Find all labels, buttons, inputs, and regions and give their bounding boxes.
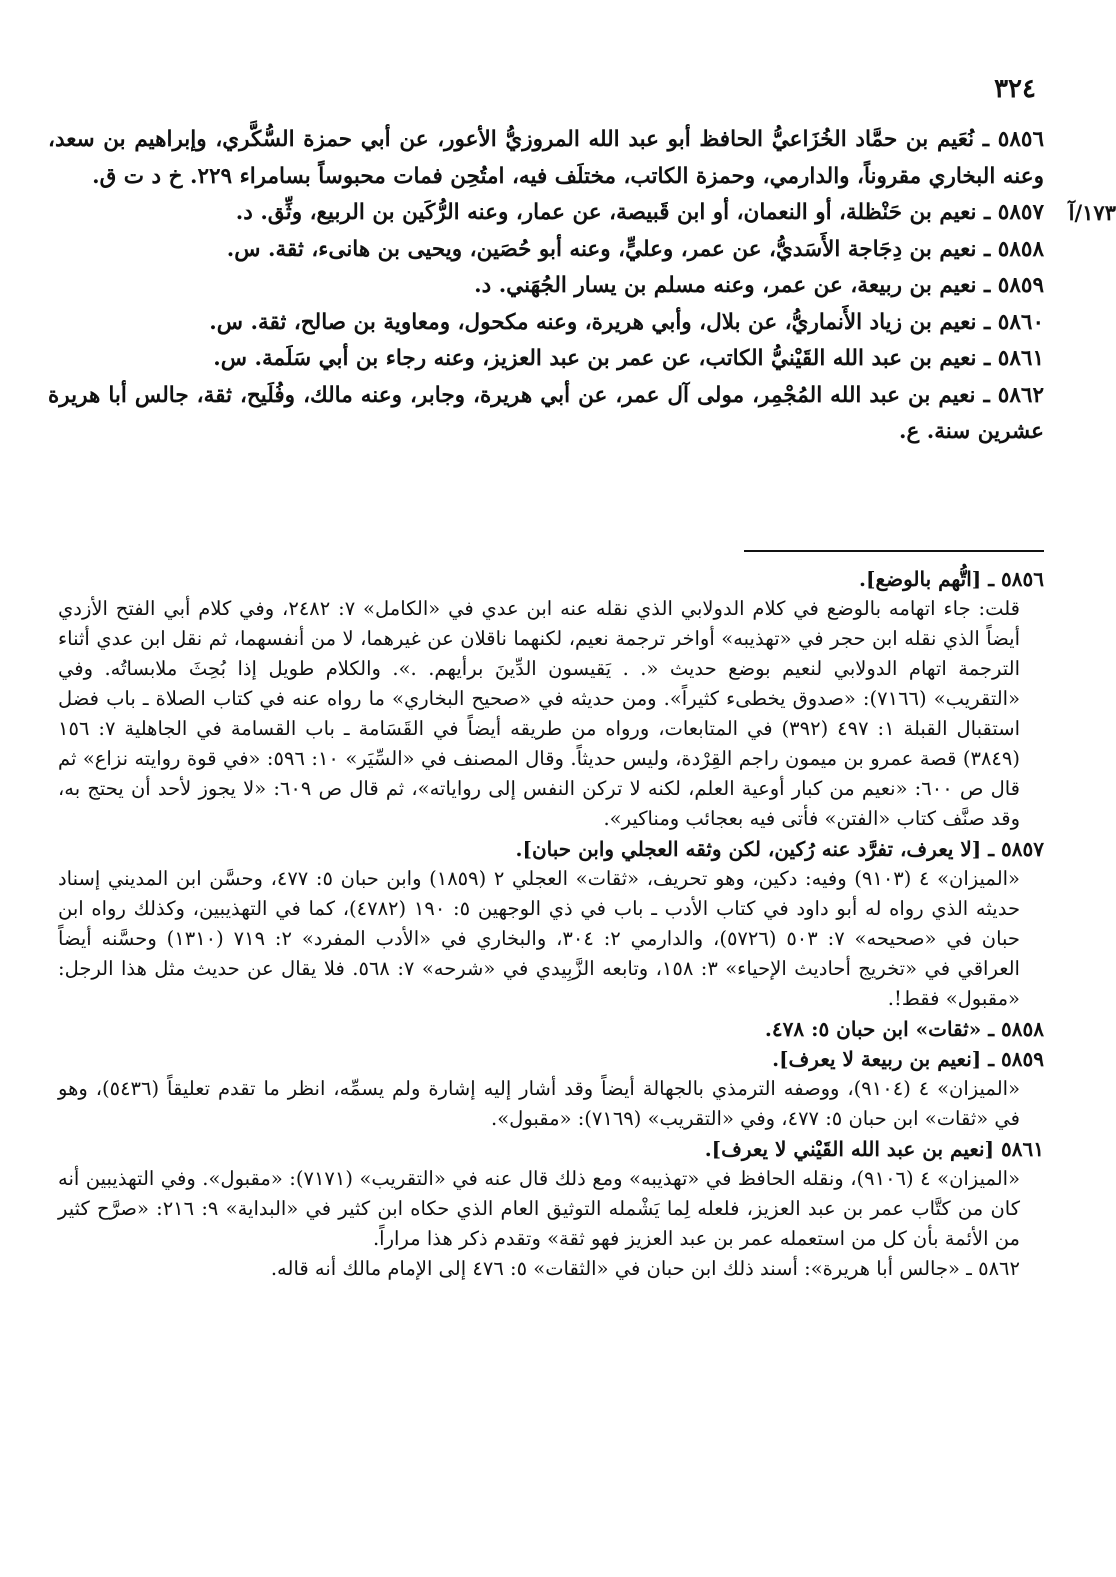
entry-5859 xyxy=(48,268,1044,305)
note-head-5859: ٥٨٥٩ ـ [نعيم بن ربيعة لا يعرف]. xyxy=(772,1047,1044,1071)
entry-text: ٥٨٦٢ ـ نعيم بن عبد الله المُجْمِر، مولى آل عمر، عن أبي هريرة، وجابر، وعنه مالك، وفُلَيح، ثقة، جالس أبا هريرة عشرين سنة. ع. xyxy=(48,382,1044,444)
footnotes xyxy=(58,564,1044,1284)
note-head-5857: ٥٨٥٧ ـ [لا يعرف، تفرَّد عنه رُكين، لكن وثقه العجلي وابن حبان]. xyxy=(515,837,1044,861)
note-body-5861: «الميزان» ٤ (٩١٠٦)، ونقله الحافظ في «تهذيبه» ومع ذلك قال عنه في «التقريب» (٧١٧١): «مقبول». وفي التهذيبين أنه كان من كتَّاب عمر بن عبد العزيز، فلعله لِما يَشْمله التوثيق العام الذي حكاه ابن كثير في «البداية» ٩: ٢١٦: «صرَّح كثير من الأئمة بأن كل من استعمله عمر بن عبد العزيز فهو ثقة» وتقدم ذكر هذا مراراً. xyxy=(58,1167,1021,1250)
entry-5862 xyxy=(48,378,1044,451)
page-number: ٣٢٤ xyxy=(994,74,1036,104)
entry-5860 xyxy=(48,305,1044,342)
entry-5857 xyxy=(48,195,1116,232)
entry-text: ٥٨٥٨ ـ نعيم بن دِجَاجة الأَسَديُّ، عن عمر، وعليٍّ، وعنه أبو حُصَين، ويحيى بن هانىء، ثقة. س. xyxy=(226,236,1044,262)
note-head-5861: ٥٨٦١ [نعيم بن عبد الله القَيْني لا يعرف]. xyxy=(704,1137,1044,1161)
footnote-divider xyxy=(744,550,1044,552)
note-5862: ٥٨٦٢ ـ «جالس أبا هريرة»: أسند ذلك ابن حبان في «الثقات» ٥: ٤٧٦ إلى الإمام مالك أنه قاله. xyxy=(270,1257,1020,1280)
note-body-5859: «الميزان» ٤ (٩١٠٤)، ووصفه الترمذي بالجهالة أيضاً وقد أشار إليه إشارة ولم يسمِّه، انظر ما تقدم تعليقاً (٥٤٣٦)، وهو في «ثقات» ابن حبان ٥: ٤٧٧، وفي «التقريب» (٧١٦٩): «مقبول». xyxy=(58,1077,1020,1130)
entry-text: ٥٨٦٠ ـ نعيم بن زياد الأَنماريُّ، عن بلال، وأبي هريرة، وعنه مكحول، ومعاوية بن صالح، ثقة. س. xyxy=(209,309,1044,335)
entry-text: ٥٨٥٦ ـ نُعَيم بن حمَّاد الخُزَاعيُّ الحافظ أبو عبد الله المروزيُّ الأعور، عن أبي حمزة السُّكَّري، وإبراهيم بن سعد، وعنه البخاري مقروناً، والدارمي، وحمزة الكاتب، مختلَف فيه، امتُحِن فمات محبوساً بسامراء ٢٢٩. خ د ت ق. xyxy=(48,127,1044,189)
manuscript-folio-note: ١٧٣/آ xyxy=(1068,200,1116,225)
entry-text: ٥٨٦١ ـ نعيم بن عبد الله القَيْنيُّ الكاتب، عن عمر بن عبد العزيز، وعنه رجاء بن أبي سَلَمة. س. xyxy=(213,346,1044,371)
entry-5856 xyxy=(48,122,1044,195)
entry-text: ٥٨٥٩ ـ نعيم بن ربيعة، عن عمر، وعنه مسلم بن يسار الجُهَني. د. xyxy=(474,273,1044,298)
note-body-5856: قلت: جاء اتهامه بالوضع في كلام الدولابي الذي نقله عنه ابن عدي في «الكامل» ٧: ٢٤٨٢، وفي كلام أبي الفتح الأزدي أيضاً الذي نقله ابن حجر في «تهذيبه» أواخر ترجمة نعيم، لكنهما ناقلان عن غيرهما، لا من أنفسهما، ثم نقل ابن عدي أثناء الترجمة اتهام الدولابي لنعيم بوضع حديث «. . يَقيسون الدِّينَ برأيهم. .». والكلام طويل إذا بُحِثَ ملابساتُه. وفي «التقريب» (٧١٦٦): «صدوق يخطىء كثيراً». ومن حديثه في «صحيح البخاري» ما رواه عنه في كتاب الصلاة ـ باب فضل استقبال القبلة ١: ٤٩٧ (٣٩٢) في المتابعات، ورواه من طريقه أيضاً في القَسَامة ـ باب القسامة في الجاهلية ٧: ١٥٦ (٣٨٤٩) قصة عمرو بن ميمون راجم القِرْدة، وليس حديثاً. وقال المصنف في «السِّيَر» ١٠: ٥٩٦: «في قوة روايته نزاع» ثم قال ص ٦٠٠: «نعيم من كبار أوعية العلم، لكنه لا تركن النفس إلى رواياته»، ثم قال ص ٦٠٩: «لا يجوز لأحد أن يحتج به، وقد صنَّف كتاب «الفتن» فأتى فيه بعجائب ومناكير». xyxy=(58,597,1021,830)
main-entries xyxy=(48,122,1116,451)
entry-5861 xyxy=(48,341,1044,378)
note-head-5856: ٥٨٥٦ ـ [اتُّهم بالوضع]. xyxy=(859,567,1044,591)
entry-text: ٥٨٥٧ ـ نعيم بن حَنْظلة، أو النعمان، أو ابن قَبيصة، عن عمار، وعنه الرُّكَين بن الربيع، وثِّق. د. xyxy=(235,200,1044,225)
entry-5858 xyxy=(48,232,1044,269)
note-body-5857: «الميزان» ٤ (٩١٠٣) وفيه: دكين، وهو تحريف، «ثقات» العجلي ٢ (١٨٥٩) وابن حبان ٥: ٤٧٧، وحسَّن ابن المديني إسناد حديثه الذي رواه له أبو داود في كتاب الأدب ـ باب في ذي الوجهين ٥: ١٩٠ (٤٧٨٢)، كما في التهذيبين، وكذلك رواه ابن حبان في «صحيحه» ٧: ٥٠٣ (٥٧٢٦)، والدارمي ٢: ٣٠٤، والبخاري في «الأدب المفرد» ٢: ٧١٩ (١٣١٠) وحسَّنه أيضاً العراقي في «تخريج أحاديث الإحياء» ٣: ١٥٨، وتابعه الزَّبِيدي في «شرحه» ٧: ٥٦٨. فلا يقال عن حديث مثل هذا الرجل: «مقبول» فقط!. xyxy=(58,867,1020,1010)
note-head-5858: ٥٨٥٨ ـ «ثقات» ابن حبان ٥: ٤٧٨. xyxy=(764,1017,1044,1041)
